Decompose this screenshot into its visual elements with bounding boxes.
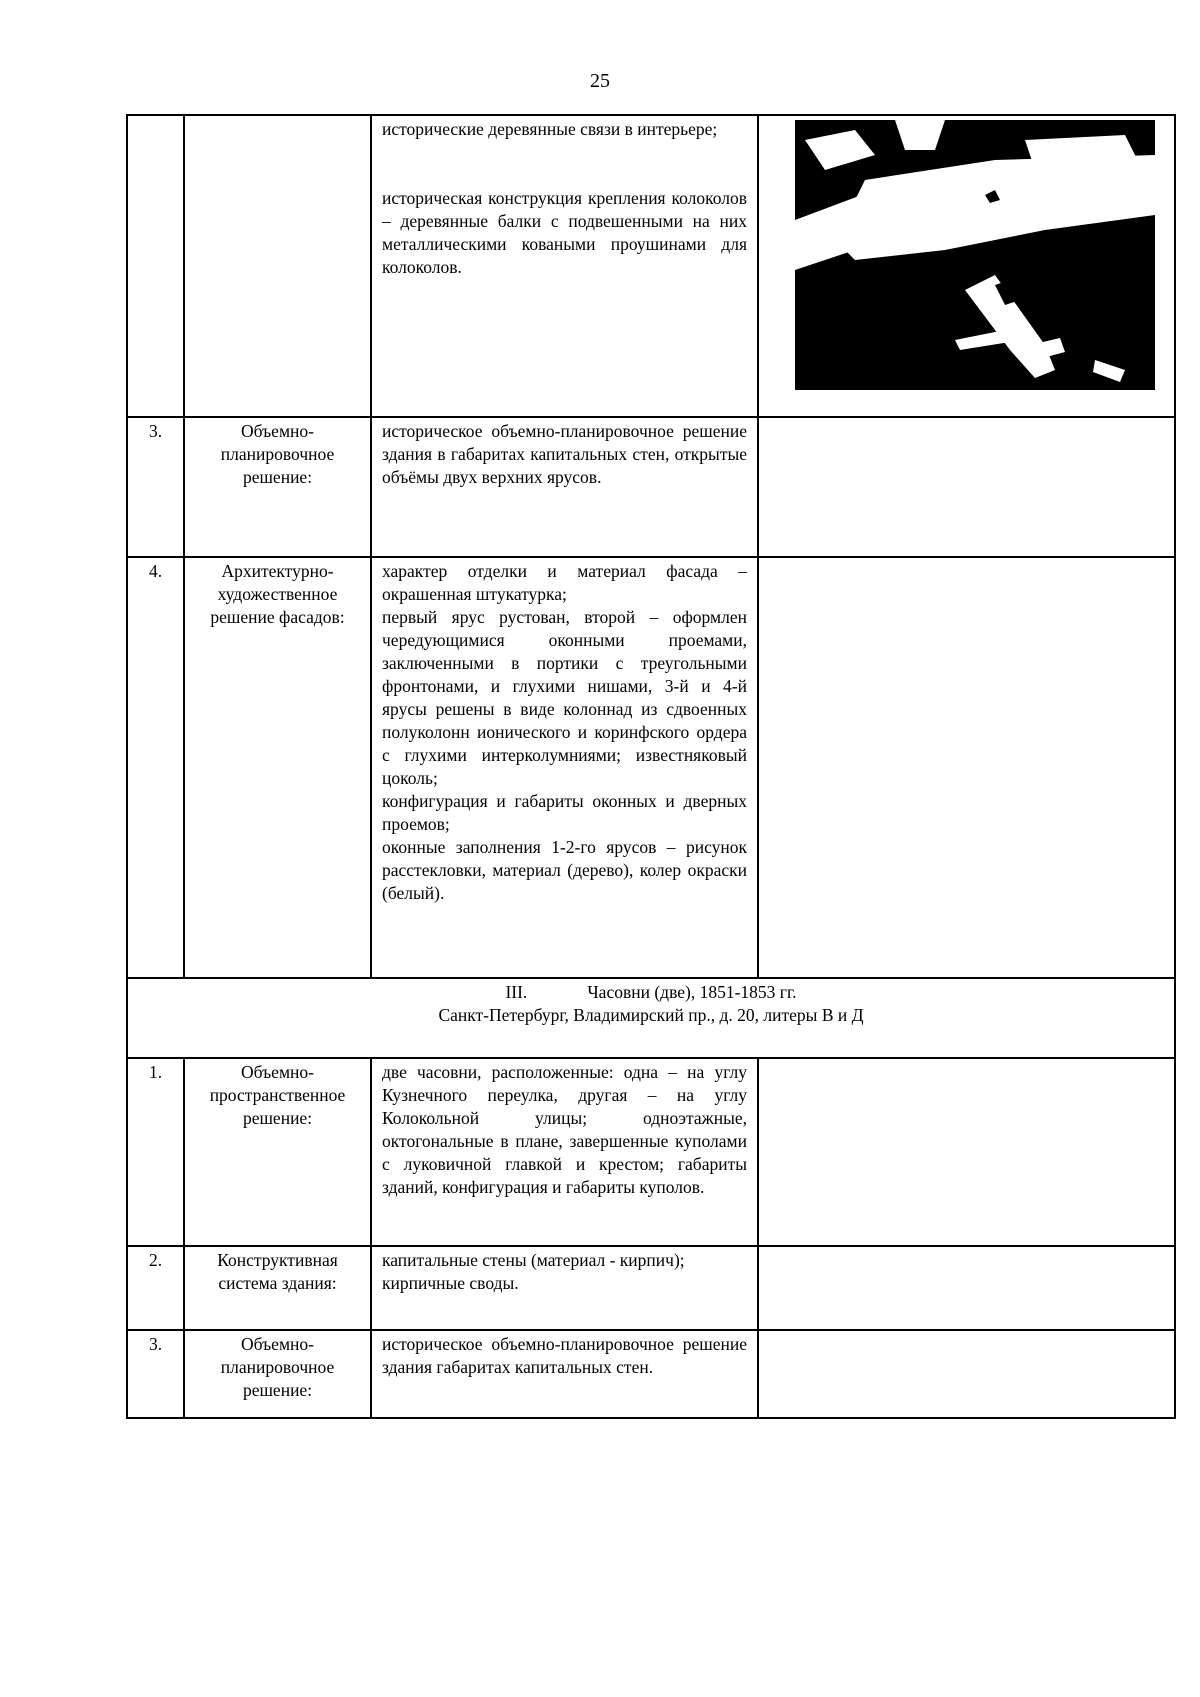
section-title-line xyxy=(138,981,1164,1004)
row-name-line: планировочное xyxy=(220,444,335,464)
description-paragraph: капитальные стены (материал - кирпич); xyxy=(382,1250,685,1270)
empty-photo-cell xyxy=(758,557,1175,978)
row-name-line: система здания: xyxy=(218,1273,337,1293)
description-paragraph: историческое объемно-планировочное решение здания в габаритах капитальных стен, открытые объёмы двух верхних ярусов. xyxy=(382,421,747,487)
table-row xyxy=(127,417,1175,557)
row-name-line: Объемно- xyxy=(241,421,314,441)
row-name xyxy=(184,1330,371,1418)
row-number: 3. xyxy=(127,417,184,557)
table-row xyxy=(127,1058,1175,1246)
table-row xyxy=(127,1246,1175,1330)
table-row xyxy=(127,1330,1175,1418)
description-paragraph xyxy=(382,141,747,187)
description-paragraph: характер отделки и материал фасада – окрашенная штукатурка; xyxy=(382,561,747,604)
row-name xyxy=(184,1058,371,1246)
empty-photo-cell xyxy=(758,1330,1175,1418)
row-description xyxy=(371,557,758,978)
row-name-line: решение: xyxy=(242,467,313,487)
row-number: 2. xyxy=(127,1246,184,1330)
row-name-line: Архитектурно- xyxy=(221,561,334,581)
page-number: 25 xyxy=(590,70,610,92)
table-row xyxy=(127,115,1175,417)
description-paragraph: историческая конструкция крепления колоколов – деревянные балки с подвешенными на них металлическими коваными проушинами для колоколов. xyxy=(382,188,747,277)
row-description xyxy=(371,115,758,417)
section-header-row xyxy=(127,978,1175,1058)
row-name-line: Объемно- xyxy=(241,1334,314,1354)
empty-photo-cell xyxy=(758,1058,1175,1246)
bell-structure-photo xyxy=(795,120,1155,390)
section-address: Санкт-Петербург, Владимирский пр., д. 20, литеры В и Д xyxy=(438,1005,864,1025)
photo-cell xyxy=(758,115,1175,417)
description-paragraph: историческое объемно-планировочное решение здания габаритах капитальных стен. xyxy=(382,1334,747,1377)
empty-photo-cell xyxy=(758,1246,1175,1330)
row-name xyxy=(184,557,371,978)
description-paragraph: исторические деревянные связи в интерьере; xyxy=(382,119,718,139)
protection-subject-table xyxy=(126,114,1176,1419)
row-name xyxy=(184,115,371,417)
empty-photo-cell xyxy=(758,417,1175,557)
row-name-line: пространственное xyxy=(209,1085,346,1105)
row-description xyxy=(371,417,758,557)
row-number: 4. xyxy=(127,557,184,978)
row-name-line: Объемно- xyxy=(241,1062,314,1082)
row-name-line: художественное xyxy=(217,584,338,604)
row-number: 3. xyxy=(127,1330,184,1418)
description-paragraph: конфигурация и габариты оконных и дверных проемов; xyxy=(382,791,747,834)
bell-structure-photo-image xyxy=(795,120,1155,390)
description-paragraph: две часовни, расположенные: одна – на углу Кузнечного переулка, другая – на углу Колокольной улицы; одноэтажные, октогональные в плане, завершенные куполами с луковичной главкой и крестом; габариты зданий, конфигурация и габариты куполов. xyxy=(382,1062,747,1197)
description-paragraph: первый ярус рустован, второй – оформлен чередующимися оконными проемами, заключенными в портики с треугольными фронтонами, и глухими нишами, 3-й и 4-й ярусы решены в виде колоннад из сдвоенных полуколонн ионического и коринфского ордера с глухими интерколумниями; известняковый цоколь; xyxy=(382,607,747,788)
row-number: 1. xyxy=(127,1058,184,1246)
row-description xyxy=(371,1330,758,1418)
row-name-line: планировочное xyxy=(220,1357,335,1377)
section-roman-numeral: III. xyxy=(505,982,528,1002)
row-number xyxy=(127,115,184,417)
section-title: Часовни (две), 1851-1853 гг. xyxy=(587,982,797,1002)
description-paragraph: кирпичные своды. xyxy=(382,1273,519,1293)
row-name-line: решение фасадов: xyxy=(210,607,345,627)
section-header xyxy=(127,978,1175,1058)
row-description xyxy=(371,1246,758,1330)
row-name-line: Конструктивная xyxy=(217,1250,338,1270)
description-paragraph: оконные заполнения 1-2-го ярусов – рисунок расстекловки, материал (дерево), колер окраски (белый). xyxy=(382,837,747,903)
row-description xyxy=(371,1058,758,1246)
table-row xyxy=(127,557,1175,978)
row-name-line: решение: xyxy=(242,1380,313,1400)
row-name xyxy=(184,1246,371,1330)
row-name xyxy=(184,417,371,557)
row-name-line: решение: xyxy=(242,1108,313,1128)
